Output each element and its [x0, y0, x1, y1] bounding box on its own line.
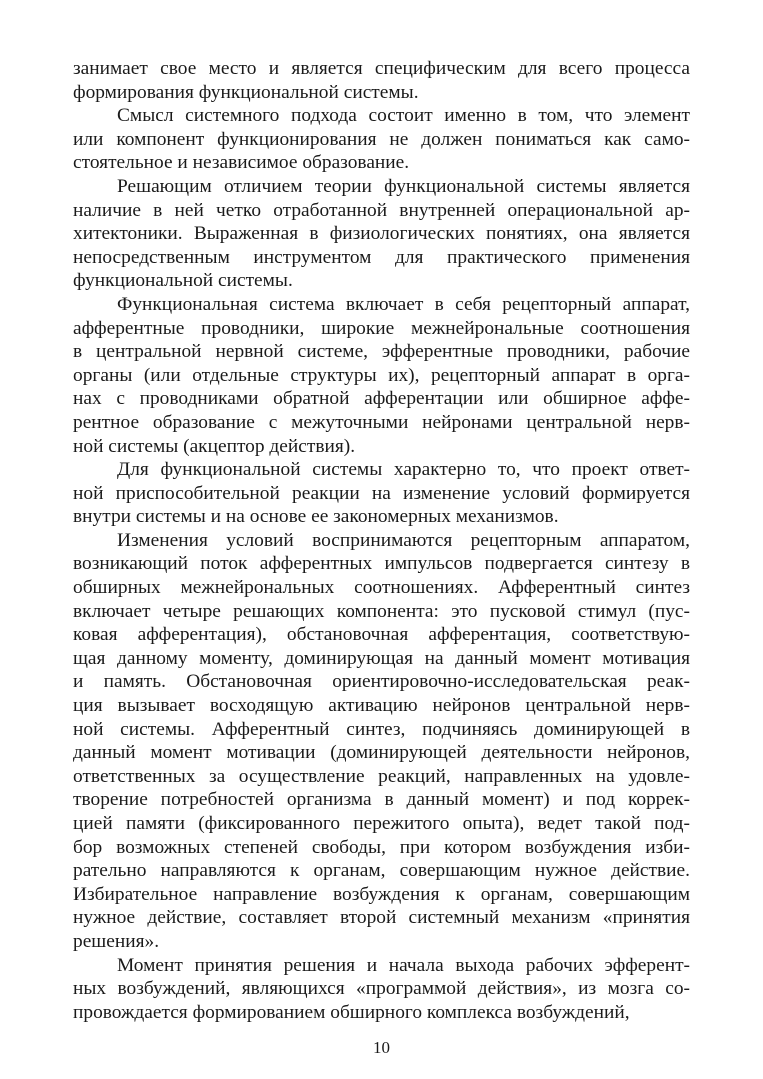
text-line: органы (или отдельные структуры их), рецепторный аппарат в орга- — [73, 364, 690, 386]
text-line: данный момент мотивации (доминирующей деятельности нейронов, — [73, 742, 690, 764]
page-number: 10 — [373, 1038, 390, 1057]
text-line: нужное действие, составляет второй системный механизм «принятия — [73, 907, 690, 929]
text-line: Для функциональной системы характерно то, что проект ответ- — [117, 459, 690, 481]
paragraph — [73, 293, 690, 458]
text-line: цией памяти (фиксированного пережитого опыта), ведет такой под- — [73, 813, 690, 834]
text-line: рентное образование с межуточными нейронами центральной нерв- — [73, 411, 690, 433]
paragraph — [73, 104, 690, 175]
text-line: щая данному моменту, доминирующая на данный момент мотивация — [73, 647, 690, 669]
text-line: Момент принятия решения и начала выхода рабочих эфферент- — [117, 954, 690, 976]
text-line: включает четыре решающих компонента: это пусковой стимул (пус- — [73, 600, 690, 622]
text-line: функциональной системы. — [73, 270, 293, 292]
text-line: ответственных за осуществление реакций, направленных на удовле- — [73, 765, 690, 787]
text-line: Функциональная система включает в себя рецепторный аппарат, — [117, 293, 690, 315]
text-line: бор возможных степеней свободы, при котором возбуждения изби- — [73, 836, 690, 858]
text-line: ковая афферентация), обстановочная афферентация, соответствую- — [73, 624, 690, 646]
text-line: в центральной нервной системе, эфферентные проводники, рабочие — [73, 341, 690, 363]
text-line: ция вызывает восходящую активацию нейронов центральной нерв- — [73, 695, 690, 717]
text-line: обширных межнейрональных соотношениях. Афферентный синтез — [73, 577, 690, 599]
text-line: и память. Обстановочная ориентировочно-исследовательская реак- — [73, 671, 690, 693]
text-line: возникающий поток афферентных импульсов подвергается синтезу в — [73, 553, 690, 575]
paragraph — [73, 175, 690, 293]
paragraph — [73, 529, 690, 954]
text-line: Изменения условий воспринимаются рецепторным аппаратом, — [117, 529, 690, 551]
body-text — [73, 57, 690, 1024]
text-line: занимает свое место и является специфическим для всего процесса — [73, 58, 690, 79]
text-line: стоятельное и независимое образование. — [73, 152, 410, 174]
paragraph — [73, 57, 690, 104]
paragraph — [73, 954, 690, 1025]
text-line: непосредственным инструментом для практического применения — [73, 246, 690, 268]
text-line: рательно направляются к органам, совершающим нужное действие. — [73, 860, 690, 882]
text-line: творение потребностей организма в данный момент) и под коррек- — [73, 789, 690, 811]
text-line: нах с проводниками обратной афферентации или обширное аффе- — [73, 388, 690, 410]
text-line: ной системы (акцептор действия). — [73, 435, 356, 457]
paragraph — [73, 458, 690, 529]
text-line: внутри системы и на основе ее закономерных механизмов. — [73, 506, 559, 528]
text-line: наличие в ней четко отработанной внутренней операциональной ар- — [73, 199, 690, 221]
text-line: ных возбуждений, являющихся «программой действия», из мозга со- — [73, 978, 690, 1000]
text-line: решения». — [73, 930, 160, 952]
text-line: афферентные проводники, широкие межнейрональные соотношения — [73, 317, 690, 339]
text-line: Решающим отличием теории функциональной системы является — [117, 175, 690, 197]
text-line: Избирательное направление возбуждения к органам, совершающим — [73, 883, 690, 905]
text-line: или компонент функционирования не должен пониматься как само- — [73, 128, 690, 150]
text-line: ной системы. Афферентный синтез, подчиняясь доминирующей в — [73, 718, 690, 740]
text-line: формирования функциональной системы. — [73, 81, 419, 103]
text-line: хитектоники. Выраженная в физиологических понятиях, она является — [73, 223, 690, 245]
text-line: ной приспособительной реакции на изменение условий формируется — [73, 482, 690, 504]
text-line: Смысл системного подхода состоит именно в том, что элемент — [117, 105, 690, 127]
text-line: провождается формированием обширного комплекса возбуждений, — [73, 1001, 630, 1023]
